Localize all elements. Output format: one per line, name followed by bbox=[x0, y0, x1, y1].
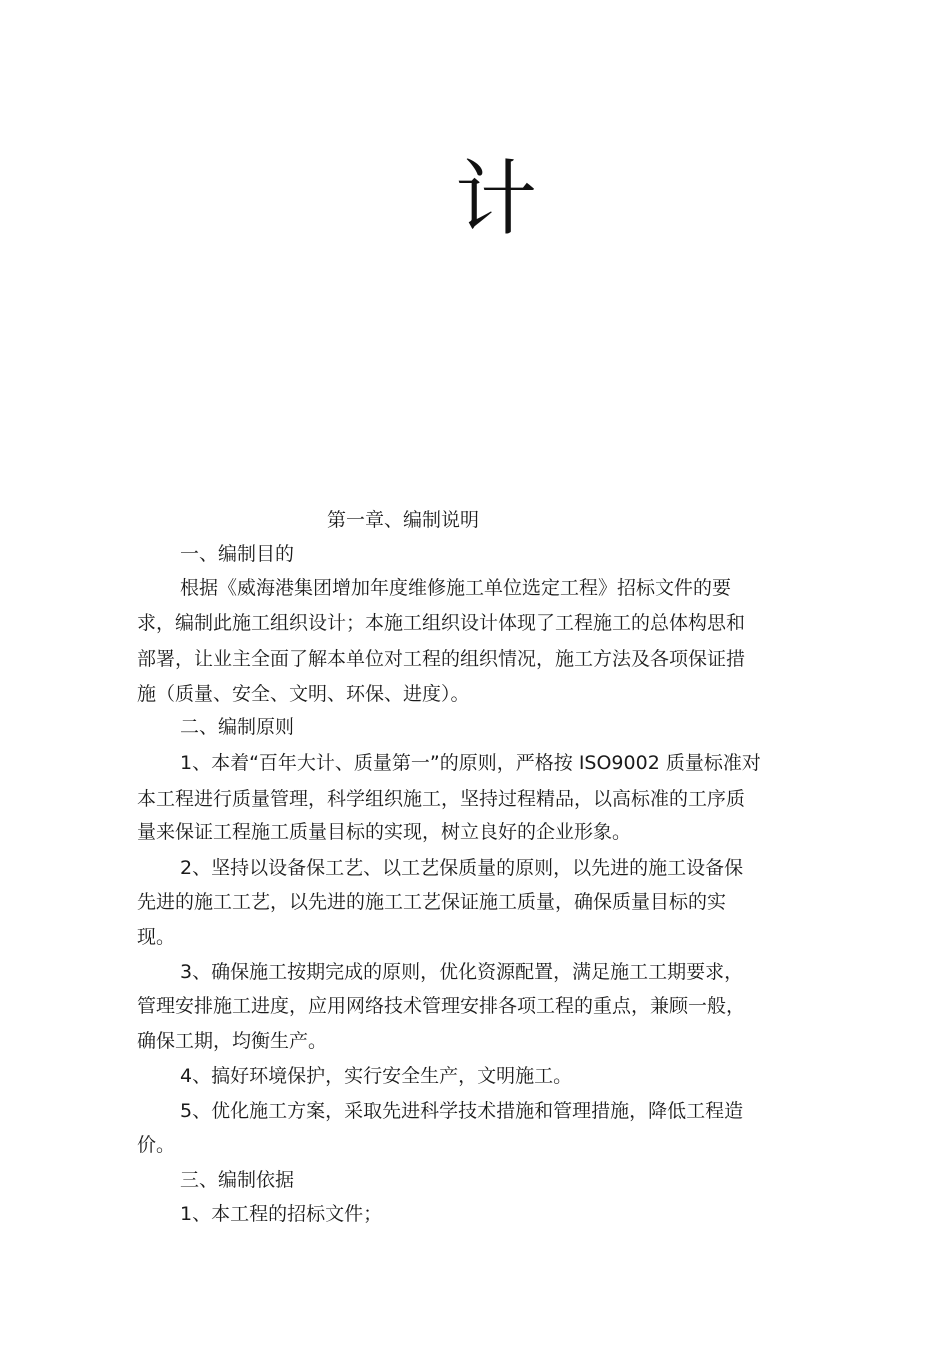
cover-title-char: 计 bbox=[455, 152, 538, 247]
paragraph-line: 施（质量、安全、文明、环保、进度）。 bbox=[137, 683, 470, 705]
paragraph-line: 本工程进行质量管理，科学组织施工，坚持过程精品，以高标准的工序质 bbox=[137, 788, 746, 810]
paragraph-line: 部署，让业主全面了解本单位对工程的组织情况，施工方法及各项保证措 bbox=[137, 648, 746, 670]
paragraph-line: 价。 bbox=[137, 1134, 176, 1156]
paragraph-line: 管理安排施工进度，应用网络技术管理安排各项工程的重点，兼顾一般， bbox=[137, 995, 746, 1017]
section-heading-purpose: 一、编制目的 bbox=[180, 543, 295, 565]
section-heading-basis: 三、编制依据 bbox=[180, 1169, 295, 1191]
chapter-title: 第一章、编制说明 bbox=[327, 509, 480, 531]
paragraph-line: 先进的施工工艺，以先进的施工工艺保证施工质量，确保质量目标的实 bbox=[137, 891, 727, 913]
paragraph-line: 5、优化施工方案，采取先进科学技术措施和管理措施，降低工程造 bbox=[180, 1100, 744, 1122]
paragraph-line: 3、确保施工按期完成的原则，优化资源配置，满足施工工期要求， bbox=[180, 961, 744, 983]
paragraph-line: 4、搞好环境保护，实行安全生产，文明施工。 bbox=[180, 1065, 573, 1087]
paragraph-line: 根据《威海港集团增加年度维修施工单位选定工程》招标文件的要 bbox=[180, 577, 732, 599]
paragraph-line: 1、本工程的招标文件； bbox=[180, 1203, 383, 1225]
paragraph-line: 1、本着“百年大计、质量第一”的原则，严格按 ISO9002 质量标准对 bbox=[180, 752, 761, 774]
paragraph-line: 现。 bbox=[137, 926, 176, 948]
paragraph-line: 确保工期，均衡生产。 bbox=[137, 1030, 328, 1052]
section-heading-principles: 二、编制原则 bbox=[180, 716, 295, 738]
paragraph-line: 2、坚持以设备保工艺、以工艺保质量的原则，以先进的施工设备保 bbox=[180, 857, 744, 879]
paragraph-line: 量来保证工程施工质量目标的实现，树立良好的企业形象。 bbox=[137, 821, 632, 843]
paragraph-line: 求，编制此施工组织设计；本施工组织设计体现了工程施工的总体构思和 bbox=[137, 612, 746, 634]
